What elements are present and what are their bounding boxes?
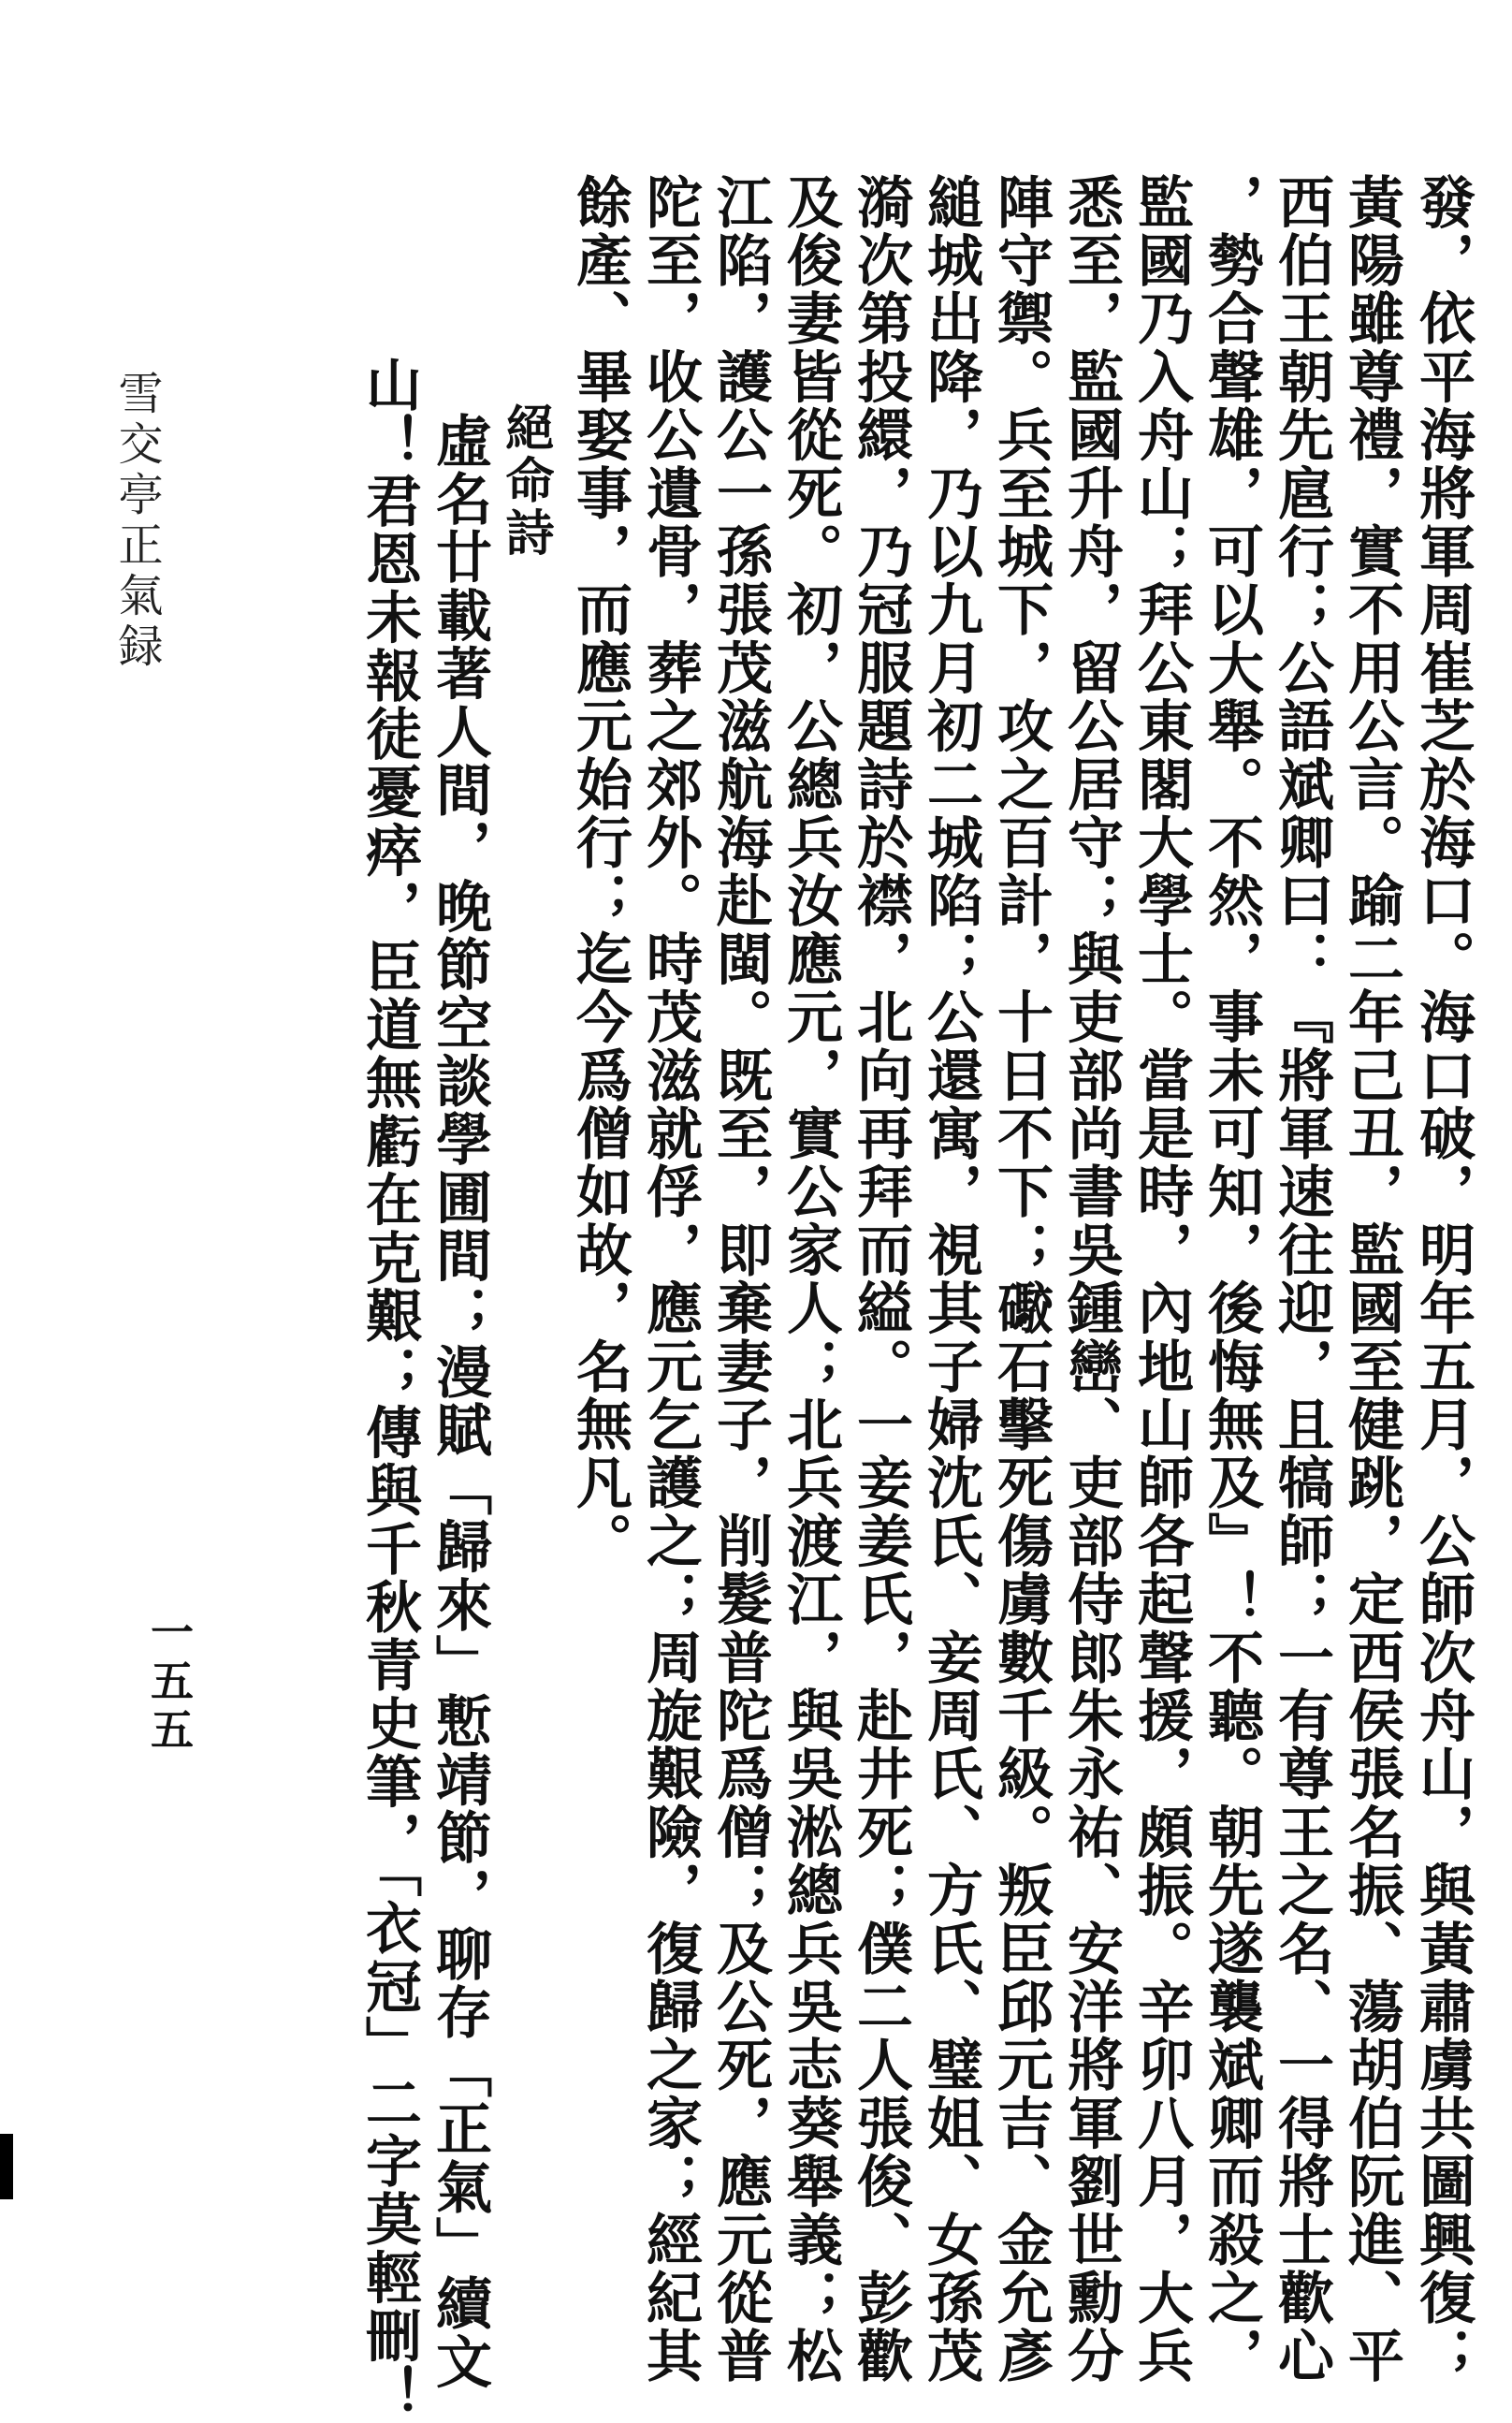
running-head: 雪交亭正氣録: [110, 370, 163, 673]
page-number: 一五五: [144, 1610, 195, 1756]
text-column-12: 陀至，收公遺骨，葬之郊外。時茂滋就俘，應元乞護之；周旋艱險，復歸之家；經紀其: [637, 173, 703, 2386]
scan-edge-mark: [0, 2134, 13, 2199]
text-column-13: 餘產、畢娶事，而應元始行；迄今爲僧如故，名無凡。: [567, 173, 632, 1570]
poem-line-2: 山！君恩未報徒憂瘁，臣道無虧在克艱；傳與千秋青史筆，「衣冠」二字莫輕刪！: [356, 356, 422, 2423]
text-column-7: 陣守禦。兵至城下，攻之百計，十日不下；礮石擊死傷虜數千級。叛臣邱元吉、金允彥: [988, 173, 1054, 2386]
text-column-1: 發，依平海將軍周崔芝於海口。海口破，明年五月，公師次舟山，與黃肅虜共圖興復；: [1410, 173, 1476, 2386]
text-column-2: 黃陽雖尊禮，實不用公言。踰二年己丑，監國至健跳，定西侯張名振、蕩胡伯阮進、平: [1339, 173, 1404, 2386]
text-column-11: 江陷，護公一孫張茂滋航海赴閩。既至，即棄妻子，削髮普陀爲僧；及公死，應元從普: [707, 173, 773, 2386]
text-column-5: 監國乃入舟山；拜公東閣大學士。當是時，內地山師各起聲援，頗振。辛卯八月，大兵: [1128, 173, 1194, 2386]
text-column-4: ，勢合聲雄，可以大舉。不然，事未可知，後悔無及』！不聽。朝先遂襲斌卿而殺之，: [1199, 173, 1264, 2386]
poem-line-1: 虛名廿載著人間，晚節空談學圃間；漫賦「歸來」慙靖節，聊存「正氣」續文: [427, 412, 492, 2391]
text-column-8: 縋城出降，乃以九月初二城陷；公還寓，視其子婦沈氏、妾周氏、方氏、璧姐、女孫茂: [918, 173, 983, 2386]
section-title: 絕命詩: [497, 402, 554, 560]
text-column-3: 西伯王朝先扈行；公語斌卿曰：『將軍速往迎，且犒師；一有尊王之名、一得將士歡心: [1269, 173, 1334, 2386]
text-column-6: 悉至，監國升舟，留公居守；與吏部尚書吳鍾巒、吏部侍郎朱永祐、安洋將軍劉世勳分: [1058, 173, 1124, 2386]
text-column-10: 及俊妻皆從死。初，公總兵汝應元，實公家人；北兵渡江，與吳淞總兵吳志葵舉義；松: [778, 173, 843, 2386]
text-column-9: 漪次第投繯，乃冠服題詩於襟，北向再拜而縊。一妾姜氏，赴井死；僕二人張俊、彭歡: [848, 173, 913, 2386]
